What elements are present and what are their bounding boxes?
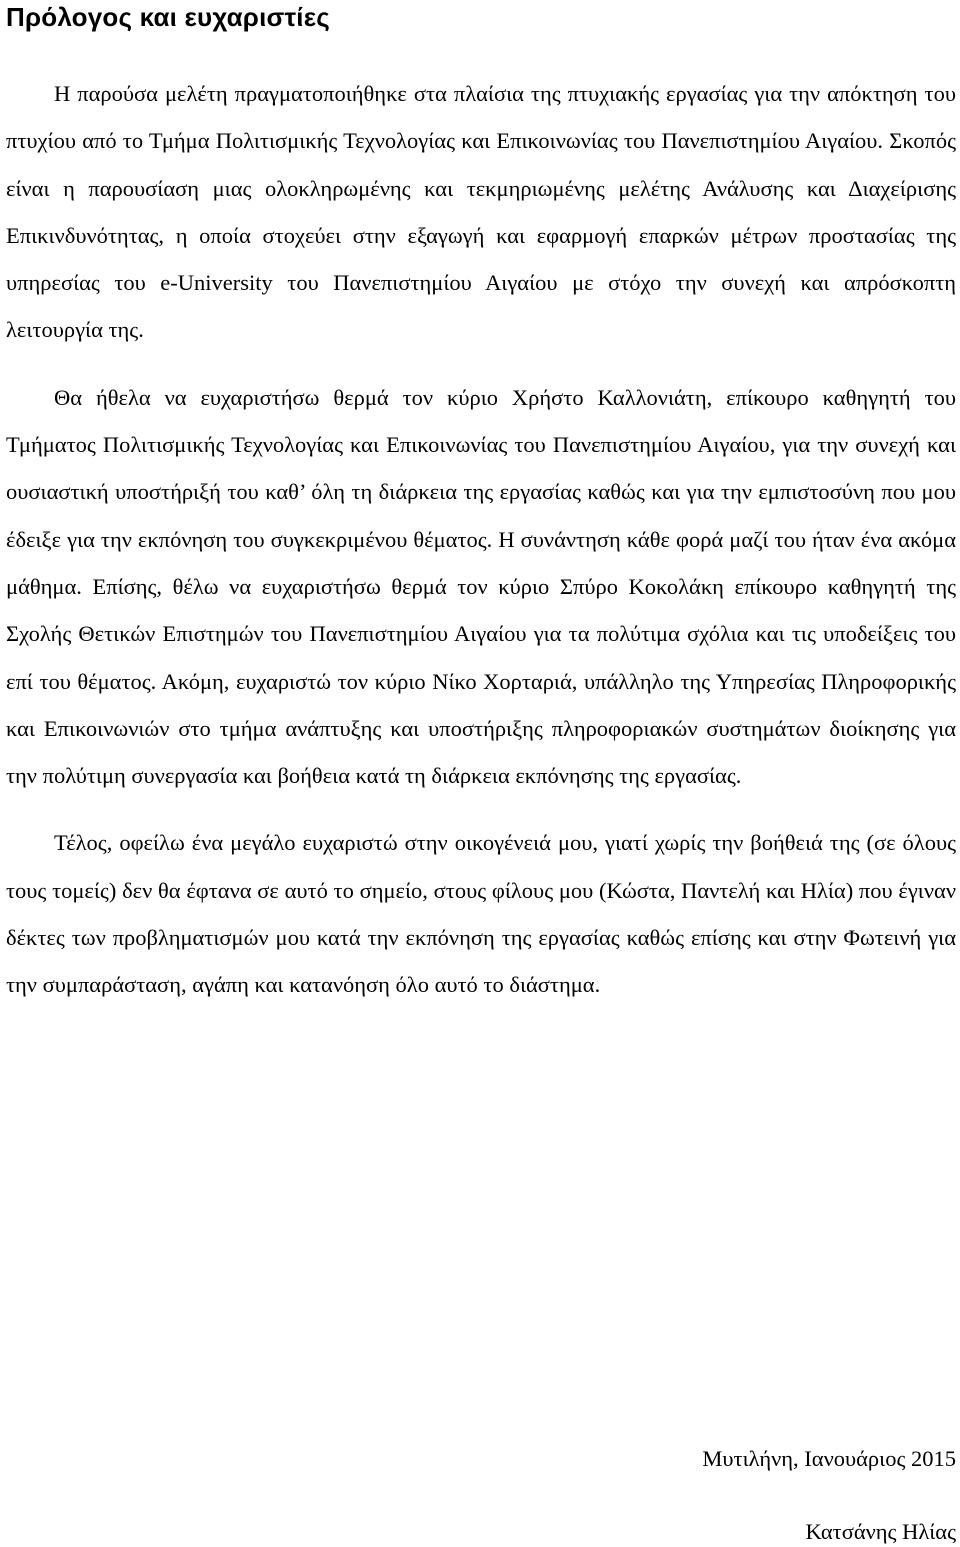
author-name: Κατσάνης Ηλίας: [805, 1519, 956, 1544]
paragraph-family-thanks: Τέλος, οφείλω ένα μεγάλο ευχαριστώ στην οικογένειά μου, γιατί χωρίς την βοήθειά της (σε όλους τους τομείς) δεν θα έφτανα σε αυτό το σημείο, στους φίλους μου (Κώστα, Παντελή και Ηλία) που έγιναν δέκτες των προβληματισμών μου κατά την εκπόνηση της εργασίας καθώς επίσης και στην Φωτεινή για την συμπαράσταση, αγάπη και κατανόηση όλο αυτό το διάστημα.: [6, 830, 956, 998]
place-date: Μυτιλήνη, Ιανουάριος 2015: [702, 1446, 956, 1471]
paragraph-purpose: Η παρούσα μελέτη πραγματοποιήθηκε στα πλαίσια της πτυχιακής εργασίας για την απόκτηση του πτυχίου από το Τμήμα Πολιτισμικής Τεχνολογίας και Επικοινωνίας του Πανεπιστημίου Αιγαίου. Σκοπός είναι η παρουσίαση μιας ολοκληρωμένης και τεκμηριωμένης μελέτης Ανάλυσης και Διαχείρισης Επικινδυνότητας, η οποία στοχεύει στην εξαγωγή και εφαρμογή επαρκών μέτρων προστασίας της υπηρεσίας του e-University του Πανεπιστημίου Αιγαίου με στόχο την συνεχή και απρόσκοπτη λειτουργία της.: [6, 81, 956, 343]
paragraph-acknowledgements: Θα ήθελα να ευχαριστήσω θερμά τον κύριο Χρήστο Καλλονιάτη, επίκουρο καθηγητή του Τμήματος Πολιτισμικής Τεχνολογίας και Επικοινωνίας του Πανεπιστημίου Αιγαίου, για την συνεχή και ουσιαστική υποστήριξή του καθ’ όλη τη διάρκεια της εργασίας καθώς και για την εμπιστοσύνη που μου έδειξε για την εκπόνηση του συγκεκριμένου θέματος. Η συνάντηση κάθε φορά μαζί του ήταν ένα ακόμα μάθημα. Επίσης, θέλω να ευχαριστήσω θερμά τον κύριο Σπύρο Κοκολάκη επίκουρο καθηγητή της Σχολής Θετικών Επιστημών του Πανεπιστημίου Αιγαίου για τα πολύτιμα σχόλια και τις υποδείξεις του επί του θέματος. Ακόμη, ευχαριστώ τον κύριο Νίκο Χορταριά, υπάλληλο της Υπηρεσίας Πληροφορικής και Επικοινωνιών στο τμήμα ανάπτυξης και υποστήριξης πληροφοριακών συστημάτων διοίκησης για την πολύτιμη συνεργασία και βοήθεια κατά τη διάρκεια εκπόνησης της εργασίας.: [6, 384, 956, 789]
document-title: Πρόλογος και ευχαριστίες: [6, 2, 330, 32]
document-page: [6, 0, 956, 1009]
